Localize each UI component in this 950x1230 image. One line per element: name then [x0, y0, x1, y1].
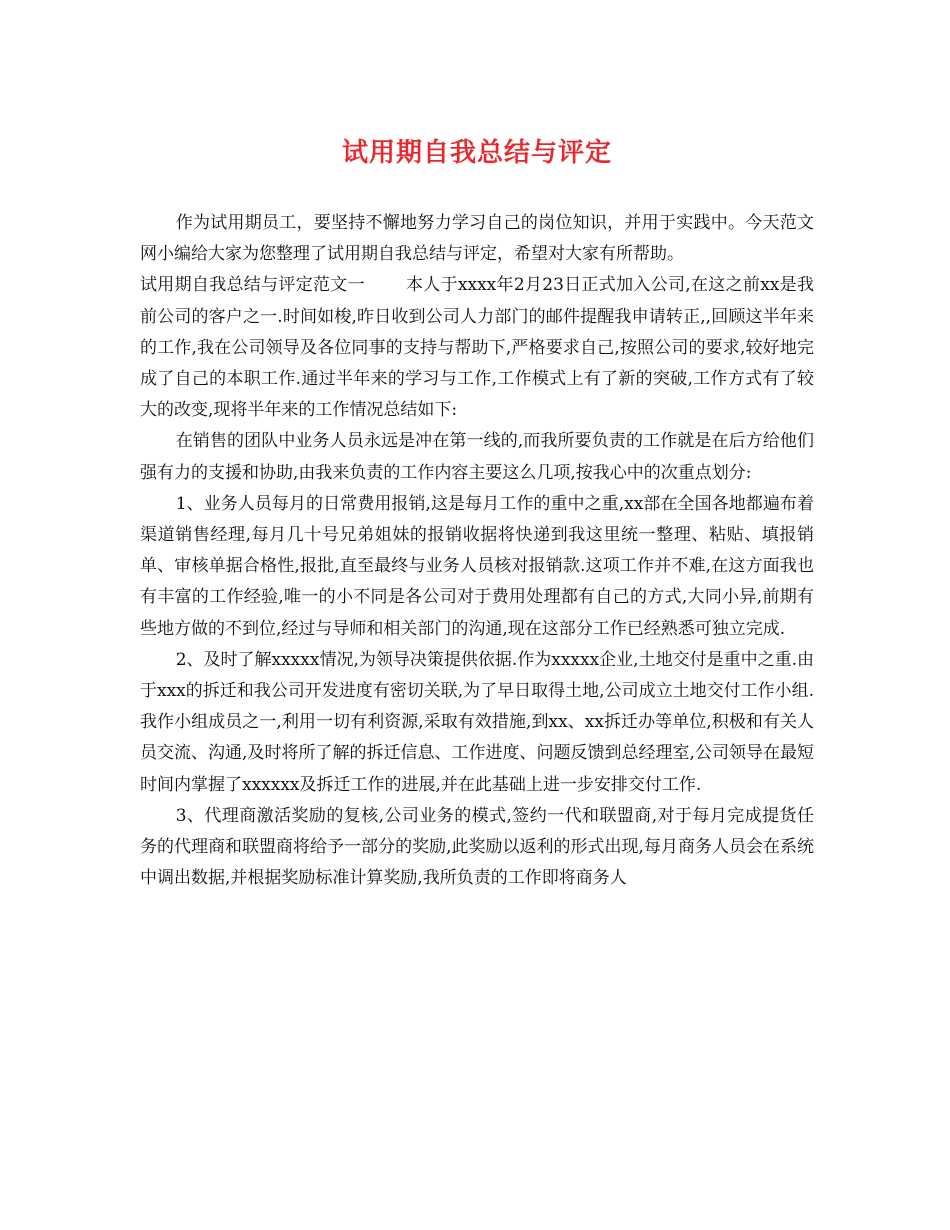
paragraph-5: 3、代理商激活奖励的复核,公司业务的模式,签约一代和联盟商,对于每月完成提货任务的代理商和联盟商将给予一部分的奖励,此奖励以返利的形式出现,每月商务人员会在系统中调出数据,并根据奖励标准计算奖励,我所负责的工作即将商务人 [140, 805, 814, 889]
paragraph-1-text: 本人于xxxx年2月23日正式加入公司,在这之前xx是我前公司的客户之一.时间如梭,昨日收到公司人力部门的邮件提醒我申请转正,,回顾这半年来的工作,我在公司领导及各位同事的支持与帮助下,严格要求自己,按照公司的要求,较好地完成了自己的本职工作.通过半年来的学习与工作,工作模式上有了新的突破,工作方式有了较大的改变,现将半年来的工作情况总结如下: [140, 275, 814, 421]
section-heading: 试用期自我总结与评定范文一 [140, 275, 365, 296]
document-body [140, 208, 814, 894]
paragraph-4: 2、及时了解xxxxx情况,为领导决策提供依据.作为xxxxx企业,土地交付是重中之重.由于xxx的拆迁和我公司开发进度有密切关联,为了早日取得土地,公司成立土地交付工作小组.我作小组成员之一,利用一切有利资源,采取有效措施,到xx、xx拆迁办等单位,积极和有关人员交流、沟通,及时将所了解的拆迁信息、工作进度、问题反馈到总经理室,公司领导在最短时间内掌握了xxxxxx及拆迁工作的进展,并在此基础上进一步安排交付工作. [140, 649, 814, 795]
intro-paragraph: 作为试用期员工，要坚持不懈地努力学习自己的岗位知识，并用于实践中。今天范文网小编给大家为您整理了试用期自我总结与评定，希望对大家有所帮助。 [140, 213, 814, 265]
document-title: 试用期自我总结与评定 [341, 138, 612, 168]
paragraph-3: 1、业务人员每月的日常费用报销,这是每月工作的重中之重,xx部在全国各地都遍布着渠道销售经理,每月几十号兄弟姐妹的报销收据将快递到我这里统一整理、粘贴、填报销单、审核单据合格性,报批,直至最终与业务人员核对报销款.这项工作并不难,在这方面我也有丰富的工作经验,唯一的小不同是各公司对于费用处理都有自己的方式,大同小异,前期有些地方做的不到位,经过与导师和相关部门的沟通,现在这部分工作已经熟悉可独立完成. [140, 493, 814, 639]
paragraph-2: 在销售的团队中业务人员永远是冲在第一线的,而我所要负责的工作就是在后方给他们强有力的支援和协助,由我来负责的工作内容主要这么几项,按我心中的次重点划分: [140, 431, 814, 483]
section-paragraph-1 [140, 270, 814, 426]
